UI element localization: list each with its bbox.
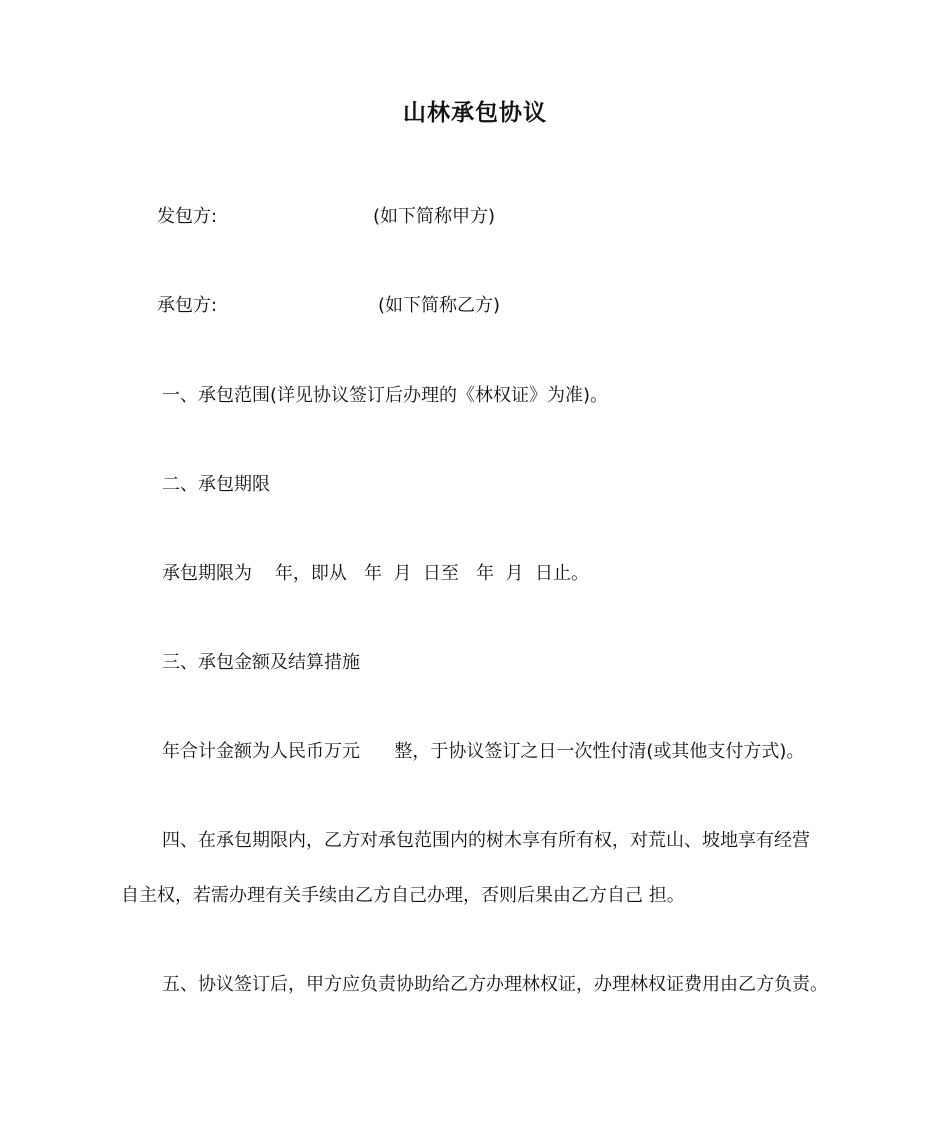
- section-2-heading: 二、承包期限: [162, 474, 270, 495]
- section-3-amount: 年合计金额为人民币万元 整，于协议签订之日一次性付清(或其他支付方式)。: [162, 741, 805, 762]
- party-a-label: 发包方:: [157, 206, 218, 227]
- section-4-line-2: 自主权，若需办理有关手续由乙方自己办理，否则后果由乙方自己 担。: [121, 885, 685, 906]
- section-4-line-1: 四、在承包期限内，乙方对承包范围内的树木享有所有权，对荒山、坡地享有经营: [162, 830, 810, 851]
- party-b-note: (如下简称乙方): [378, 295, 501, 316]
- party-b-label: 承包方:: [157, 295, 218, 316]
- party-a-note: (如下简称甲方): [373, 206, 496, 227]
- section-1-scope: 一、承包范围(详见协议签订后办理的《林权证》为准)。: [162, 385, 609, 406]
- section-5-certificate: 五、协议签订后，甲方应负责协助给乙方办理林权证，办理林权证费用由乙方负责。: [162, 974, 828, 995]
- document-title: 山林承包协议: [403, 100, 547, 126]
- section-3-heading: 三、承包金额及结算措施: [162, 652, 360, 673]
- section-2-term: 承包期限为 年，即从 年 月 日至 年 月 日止。: [162, 563, 589, 584]
